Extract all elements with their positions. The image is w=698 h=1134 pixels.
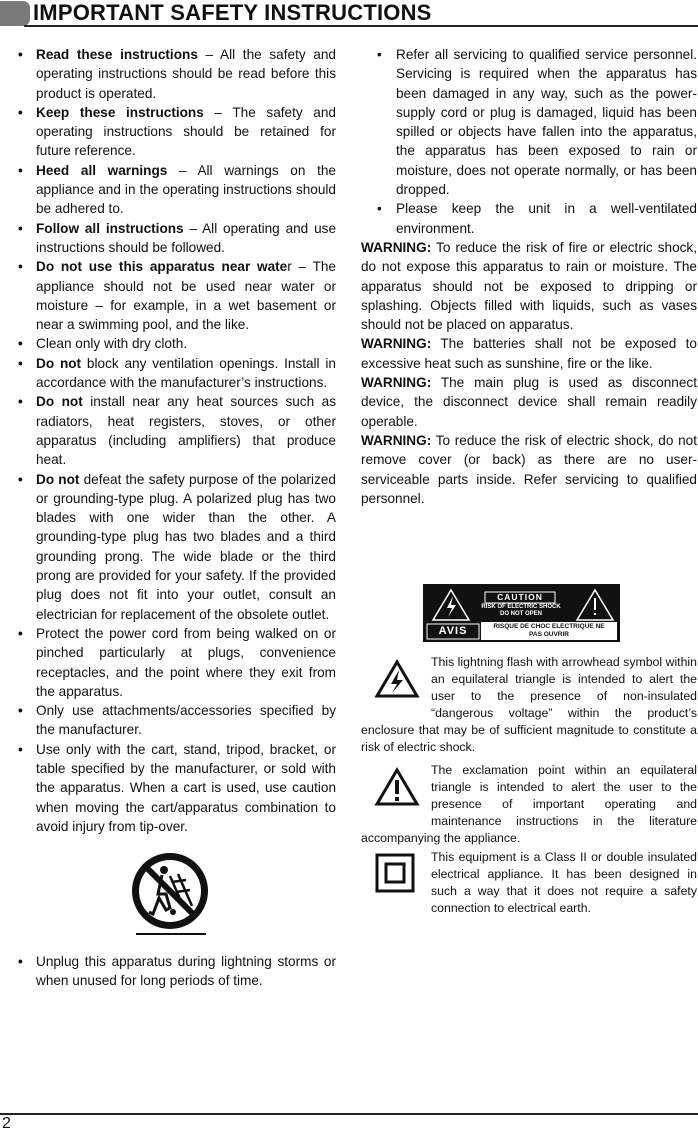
avis-word: AVIS (438, 625, 468, 637)
bullet: • (18, 394, 23, 410)
header-rule (24, 25, 698, 27)
warning-paragraph (361, 238, 697, 334)
list-item (18, 257, 336, 334)
item-heading: Do not (36, 355, 82, 371)
item-text: Protect the power cord from being walked on or pinched particularly at plugs, convenience receptacles, and the point where they exit from the apparatus. (36, 625, 336, 699)
lightning-triangle-icon (361, 654, 431, 706)
left-item-list (18, 45, 336, 836)
list-item (18, 470, 336, 624)
symbol-exclamation-block: The exclamation point within an equilateral triangle is intended to alert the user to the presence of important operating and maintenance instructions in the literature accompanying the appliance. (361, 763, 697, 845)
warning-label: WARNING: (361, 432, 432, 448)
left-column (18, 45, 336, 991)
item-text: – All warnings on the appliance and in the operating instructions should be adhered to. (36, 162, 336, 217)
warning-paragraph (361, 334, 697, 373)
warning-label: WARNING: (361, 239, 432, 255)
bullet: • (18, 625, 23, 641)
symbol-class-ii-block: This equipment is a Class II or double insulated electrical appliance. It has been designed in such a way that it does not require a safety connection to electrical earth. (361, 849, 697, 917)
list-item (361, 45, 697, 199)
class-ii-double-square-icon (361, 849, 431, 901)
bullet: • (18, 703, 23, 719)
symbol-lightning-block: This lightning flash with arrowhead symbol within an equilateral triangle is intended to alert the user to the presence of non-insulated “dangerous voltage” within the product’s enclosure that may be of sufficient magnitude to constitute a risk of electric shock. (361, 655, 697, 754)
item-heading: Do not (36, 471, 80, 487)
warning-paragraph (361, 373, 697, 431)
caution-line-1: RISK OF ELECTRIC SHOCK (481, 604, 561, 610)
cart-warning-icon (18, 850, 336, 946)
warning-text: To reduce the risk of electric shock, do not remove cover (or back) as there are no user-serviceable parts inside. Refer servicing to qualified personnel. (361, 432, 697, 506)
list-item (18, 45, 336, 103)
list-item (361, 199, 697, 238)
list-item (18, 624, 336, 701)
item-text: defeat the safety purpose of the polarized or grounding-type plug. A polarized plug has two blades with one wider than the other. A grounding-type plug has two blades and a third grounding prong. The wide blade or the third prong are provided for your safety. If the provided plug does not fit into your outlet, consult an electrician for replacement of the obsolete outlet. (36, 471, 336, 622)
list-item (18, 219, 336, 258)
item-text: r – The appliance should not be used near water or moisture – for example, in a wet basement or near a swimming pool, and the like. (36, 259, 336, 333)
caution-word: CAUTION (497, 592, 543, 602)
bullet: • (18, 220, 23, 236)
page-number: 2 (2, 1115, 11, 1132)
item-text: block any ventilation openings. Install in accordance with the manufacturer’s instructions. (36, 355, 336, 391)
warning-label: WARNING: (361, 336, 432, 352)
warning-label: WARNING: (361, 375, 432, 391)
bullet: • (18, 741, 23, 757)
bullet: • (18, 336, 23, 352)
item-heading: Keep these instructions (36, 104, 204, 120)
item-text: – All operating and use instructions should be followed. (36, 220, 336, 255)
list-item (18, 334, 336, 353)
item-heading: Follow all instructions (36, 220, 184, 236)
caution-line-2: DO NOT OPEN (499, 611, 542, 617)
right-item-list (361, 45, 697, 238)
item-heading: Do not (36, 394, 83, 410)
list-item-unplug: • Unplug this apparatus during lightning storms or when unused for long periods of time. (18, 954, 336, 989)
bullet: • (18, 47, 23, 62)
header-bar (0, 0, 698, 27)
exclamation-triangle-icon (361, 762, 431, 814)
list-item (18, 354, 336, 393)
bullet: • (18, 104, 23, 120)
bullet: • (18, 259, 23, 275)
warning-list (361, 238, 697, 508)
bullet: • (18, 471, 23, 487)
warning-paragraph (361, 431, 697, 508)
item-text: Only use attachments/accessories specified by the manufacturer. (36, 703, 336, 738)
header-tab-decoration (0, 1, 30, 26)
bullet: • (18, 355, 23, 371)
list-item (18, 161, 336, 219)
list-item (18, 103, 336, 161)
item-heading: Read these instructions (36, 47, 198, 62)
bullet: • (377, 201, 382, 217)
warning-text: The batteries shall not be exposed to excessive heat such as sunshine, fire or the like. (361, 336, 697, 371)
item-text: Please keep the unit in a well-ventilated environment. (396, 201, 697, 236)
item-text: – All the safety and operating instructions should be read before this product is operated. (36, 47, 336, 101)
page-title: IMPORTANT SAFETY INSTRUCTIONS (33, 0, 432, 25)
list-item (18, 701, 336, 740)
item-text: Clean only with dry cloth. (36, 336, 188, 352)
avis-line-2: PAS OUVRIR (529, 631, 569, 638)
bullet: • (377, 47, 382, 62)
warning-text: To reduce the risk of fire or electric shock, do not expose this apparatus to rain or moisture. The apparatus should not be exposed to dripping or splashing. Objects filled with liquids, such as vases should not be placed on apparatus. (361, 239, 697, 333)
item-text: Refer all servicing to qualified service personnel. Servicing is required when the apparatus has been damaged in any way, such as the power-supply cord or plug is damaged, liquid has been spilled or objects have fallen into the apparatus, the apparatus has been exposed to rain or moisture, does not operate normally, or has been dropped. (396, 47, 697, 198)
warning-text: The main plug is used as disconnect device, the disconnect device shall remain readily operable. (361, 375, 697, 429)
item-text: – The safety and operating instructions should be retained for future reference. (36, 104, 336, 159)
right-column (361, 45, 697, 508)
footer-rule (0, 1113, 698, 1115)
item-text: Use only with the cart, stand, tripod, bracket, or table specified by the manufacturer, or sold with the apparatus. When a cart is used, use caution when moving the cart/apparatus combination to avoid injury from tip-over. (36, 741, 336, 834)
symbol-explanations (361, 654, 697, 917)
list-item (18, 740, 336, 836)
list-item (18, 392, 336, 469)
item-heading: Heed all warnings (36, 162, 168, 178)
caution-label (423, 584, 620, 642)
bullet: • (18, 162, 23, 178)
avis-line-1: RISQUE DE CHOC ELECTRIQUE NE (493, 623, 605, 630)
item-heading: Do not use this apparatus near wate (36, 259, 288, 275)
item-text: install near any heat sources such as radiators, heat registers, stoves, or other apparatus (including amplifiers) that produce heat. (36, 394, 336, 468)
